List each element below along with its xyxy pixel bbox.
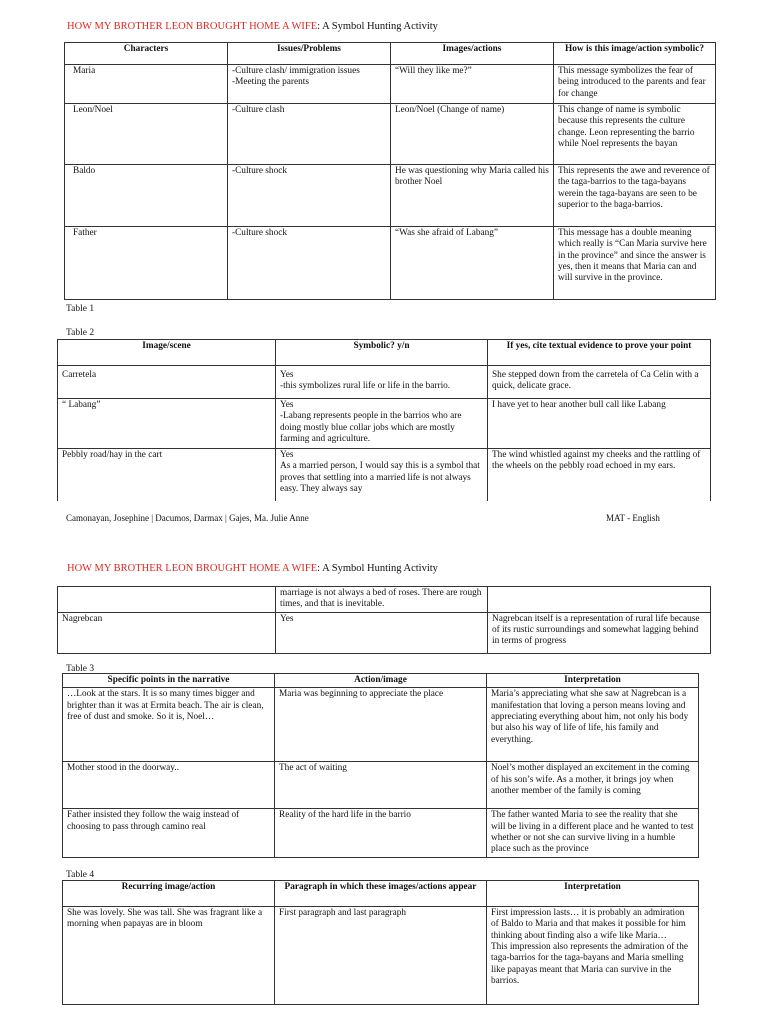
table-2 [57,339,711,501]
table-row: Baldo -Culture shock He was questioning why Maria called his brother Noel This represents the awe and reverence of the taga-barrios to the taga-bayans werein the taga-bayans are seen to be superior to the baga-barrios. [65,165,716,227]
table-header: If yes, cite textual evidence to prove your point [488,340,711,366]
table-caption: Table 1 [66,304,95,314]
table-header: Image/scene [58,340,276,366]
table-header: How is this image/action symbolic? [554,43,716,65]
table-header: Action/image [275,674,487,688]
table-row: Maria -Culture clash/ immigration issues -Meeting the parents “Will they like me?” This message symbolizes the fear of being introduced to the parents and fear for change [65,65,716,104]
table-header: Images/actions [391,43,554,65]
table-caption: Table 2 [66,328,95,338]
table-header: Interpretation [487,881,699,907]
table-row: Mother stood in the doorway.. The act of waiting Noel’s mother displayed an excitement in the coming of his son’s wife. As a mother, it brings joy when another member of the family is coming [63,762,699,809]
table-header: Recurring image/action [63,881,275,907]
table-row: Nagrebcan Yes Nagrebcan itself is a representation of rural life because of its rustic surroundings and somewhat lagging behind in terms of progress [58,612,711,653]
table-4 [62,880,699,1005]
table-row: Carretela Yes -this symbolizes rural life or life in the barrio. She stepped down from the carretela of Ca Celin with a quick, delicate grace. [58,366,711,399]
table-header: Symbolic? y/n [276,340,488,366]
table-row: Pebbly road/hay in the cart Yes As a married person, I would say this is a symbol that proves that settling into a married life is not always easy. They always say The wind whistled against my cheeks and the rattling of the wheels on the pebbly road echoed in my ears. [58,449,711,501]
table-caption: Table 4 [66,870,95,880]
footer-authors: Camonayan, Josephine | Dacumos, Darmax | Gajes, Ma. Julie Anne [66,513,309,523]
table-1 [64,42,716,300]
footer-course: MAT - English [606,513,660,523]
table-row: She was lovely. She was tall. She was fragrant like a morning when papayas are in bloom First paragraph and last paragraph First impression lasts… it is probably an admiration of Baldo to Maria and that makes it possible for him thinking about finding also a wife like Maria… This impression also represents the admiration of the taga-barrios for the taga-bayans and Maria smelling like papayas meant that Maria can survive in the barrios. [63,907,699,1005]
table-row: Leon/Noel -Culture clash Leon/Noel (Change of name) This change of name is symbolic because this represents the culture change. Leon representing the barrio while Noel represents the bayan [65,104,716,165]
table-row: Father -Culture shock “Was she afraid of Labang” This message has a double meaning which really is “Can Maria survive here in the province” and since the answer is yes, then it means that Maria can and will survive in the province. [65,227,716,300]
document-title-page2: HOW MY BROTHER LEON BROUGHT HOME A WIFE: A Symbol Hunting Activity [67,563,438,574]
table-row: Father insisted they follow the waig instead of choosing to pass through camino real Reality of the hard life in the barrio The father wanted Maria to see the reality that she will be living in a different place and he wanted to test whether or not she can survive living in a humble place such as the province [63,809,699,858]
table-2-continued [57,586,711,654]
table-header: Interpretation [487,674,699,688]
table-row: marriage is not always a bed of roses. There are rough times, and that is inevitable. [58,587,711,613]
table-header: Paragraph in which these images/actions appear [275,881,487,907]
table-header: Issues/Problems [228,43,391,65]
document-title: HOW MY BROTHER LEON BROUGHT HOME A WIFE: A Symbol Hunting Activity [67,21,438,32]
table-row: …Look at the stars. It is so many times bigger and brighter than it was at Ermita beach. The air is clean, free of dust and smoke. So it is, Noel… Maria was beginning to appreciate the place Maria’s appreciating what she saw at Nagrebcan is a manifestation that loving a person means loving and appreciating everything about him, not only his body but also his way of life of life, his family and everything. [63,688,699,762]
table-row: “ Labang” Yes -Labang represents people in the barrios who are doing mostly blue collar jobs which are mostly farming and agriculture. I have yet to hear another bull call like Labang [58,399,711,449]
table-caption: Table 3 [66,664,95,674]
table-header: Specific points in the narrative [63,674,275,688]
table-header: Characters [65,43,228,65]
table-3 [62,673,699,858]
